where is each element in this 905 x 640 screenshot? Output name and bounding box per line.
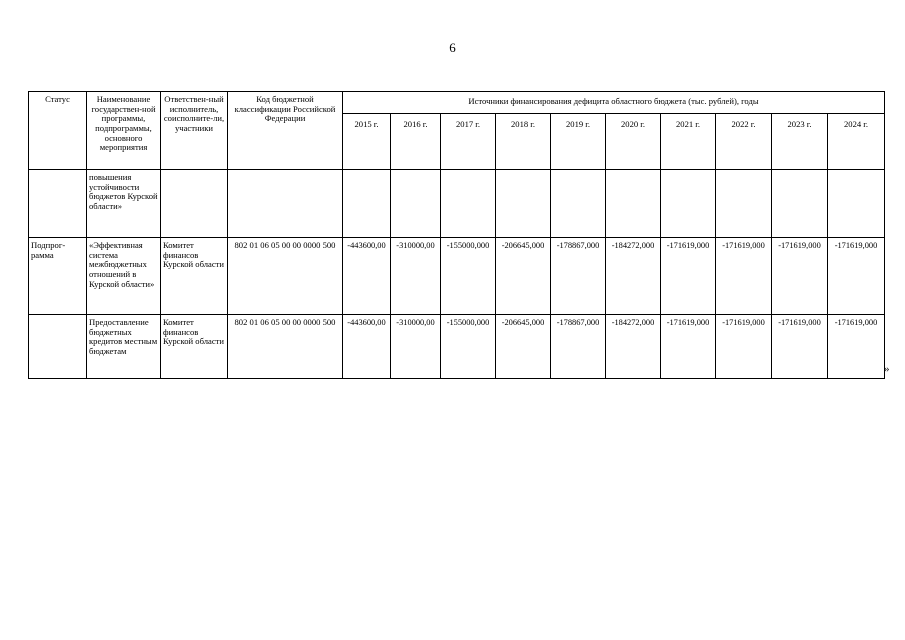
row-name: «Эффективная система межбюджетных отношений в Курской области» <box>87 238 161 315</box>
row-value: -171619,000 <box>661 315 716 379</box>
row-responsible: Комитет финансов Курской области <box>161 315 228 379</box>
row-value: -155000,000 <box>441 315 496 379</box>
header-responsible: Ответствен-ный исполнитель, соисполните-ли, участники <box>161 92 228 170</box>
row-value <box>828 170 885 238</box>
row-value <box>606 170 661 238</box>
row-responsible: Комитет финансов Курской области <box>161 238 228 315</box>
row-value: -171619,000 <box>828 315 885 379</box>
row-value: -171619,000 <box>716 238 772 315</box>
header-code: Код бюджетной классификации Российской Федерации <box>228 92 343 170</box>
row-status: Подпрог-рамма <box>29 238 87 315</box>
table-row <box>29 170 885 238</box>
row-name: повышения устойчивости бюджетов Курской области» <box>87 170 161 238</box>
row-status <box>29 170 87 238</box>
row-value <box>441 170 496 238</box>
row-value: -206645,000 <box>496 238 551 315</box>
header-year: 2022 г. <box>716 114 772 170</box>
row-value: -171619,000 <box>772 238 828 315</box>
row-value: -310000,00 <box>391 315 441 379</box>
header-year: 2018 г. <box>496 114 551 170</box>
header-year: 2020 г. <box>606 114 661 170</box>
row-value <box>343 170 391 238</box>
row-value: -310000,00 <box>391 238 441 315</box>
row-value: -155000,000 <box>441 238 496 315</box>
row-value: -184272,000 <box>606 238 661 315</box>
closing-quote-mark: » <box>884 363 890 375</box>
row-value <box>551 170 606 238</box>
header-row-1 <box>29 92 885 114</box>
financing-table <box>28 91 885 379</box>
header-name: Наименование государствен-ной программы, подпрограммы, основного мероприятия <box>87 92 161 170</box>
row-value: -171619,000 <box>772 315 828 379</box>
row-value <box>716 170 772 238</box>
row-value <box>772 170 828 238</box>
header-year: 2016 г. <box>391 114 441 170</box>
row-code: 802 01 06 05 00 00 0000 500 <box>228 315 343 379</box>
header-year: 2017 г. <box>441 114 496 170</box>
row-value: -184272,000 <box>606 315 661 379</box>
table-row <box>29 238 885 315</box>
header-year: 2015 г. <box>343 114 391 170</box>
row-name: Предоставление бюджетных кредитов местным бюджетам <box>87 315 161 379</box>
header-year: 2021 г. <box>661 114 716 170</box>
row-value: -178867,000 <box>551 238 606 315</box>
header-year: 2024 г. <box>828 114 885 170</box>
row-value <box>661 170 716 238</box>
row-value <box>391 170 441 238</box>
row-responsible <box>161 170 228 238</box>
header-status: Статус <box>29 92 87 170</box>
header-year: 2019 г. <box>551 114 606 170</box>
header-sources: Источники финансирования дефицита областного бюджета (тыс. рублей), годы <box>343 92 885 114</box>
row-value: -171619,000 <box>661 238 716 315</box>
table-row <box>29 315 885 379</box>
page-number: 6 <box>449 40 456 55</box>
row-value: -171619,000 <box>716 315 772 379</box>
row-status <box>29 315 87 379</box>
header-year: 2023 г. <box>772 114 828 170</box>
row-value: -171619,000 <box>828 238 885 315</box>
row-code: 802 01 06 05 00 00 0000 500 <box>228 238 343 315</box>
row-value: -443600,00 <box>343 238 391 315</box>
row-value: -443600,00 <box>343 315 391 379</box>
row-value <box>496 170 551 238</box>
row-value: -178867,000 <box>551 315 606 379</box>
row-code <box>228 170 343 238</box>
row-value: -206645,000 <box>496 315 551 379</box>
